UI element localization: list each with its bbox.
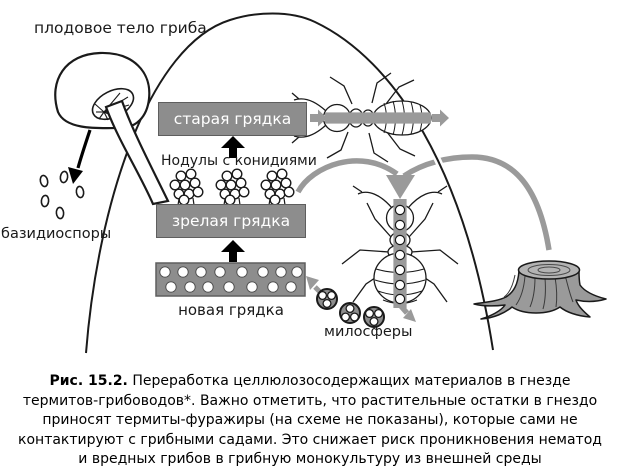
mylosphere	[317, 289, 337, 309]
mature-garden-up-arrow	[221, 240, 245, 262]
mylospheres-label: милосферы	[324, 324, 413, 340]
mylospheres-icons	[317, 289, 384, 327]
arc-arrowhead	[386, 175, 415, 199]
mature-garden-box	[156, 204, 306, 238]
new-garden-label: новая грядка	[178, 301, 284, 319]
old-garden-label: старая грядка	[173, 110, 292, 128]
spore-arrow	[68, 130, 90, 184]
figure-caption	[12, 372, 608, 470]
fruiting-body-label: плодовое тело гриба	[34, 19, 207, 37]
basidiospores-cluster	[39, 171, 84, 219]
nodules-with-conidia	[170, 169, 294, 205]
caption-text: Переработка целлюлозосодержащих материалов в гнезде термитов-грибоводов*. Важно отметить, что растительные остатки в гнездо приносят термиты-фуражиры (на схеме не показаны), которые сами не контактируют с грибными садами. Это снижает риск проникновения нематод и вредных грибов в грибную монокультуру из внешней среды	[18, 373, 602, 467]
tree-stump-icon	[474, 261, 606, 319]
nodule-cluster	[170, 169, 203, 205]
caption-number: Рис. 15.2.	[49, 373, 128, 389]
nodules-label: Нодулы с конидиями	[161, 153, 317, 169]
nodule-cluster	[261, 169, 294, 205]
new-garden-box	[156, 263, 305, 296]
mature-garden-label: зрелая грядка	[171, 212, 291, 230]
nodule-cluster	[216, 169, 249, 205]
transfer-arc-right	[404, 157, 549, 250]
mylosphere	[340, 303, 360, 323]
mushroom-icon	[55, 53, 168, 204]
old-garden-box	[158, 102, 307, 136]
basidiospores-label: базидиоспоры	[1, 226, 112, 242]
